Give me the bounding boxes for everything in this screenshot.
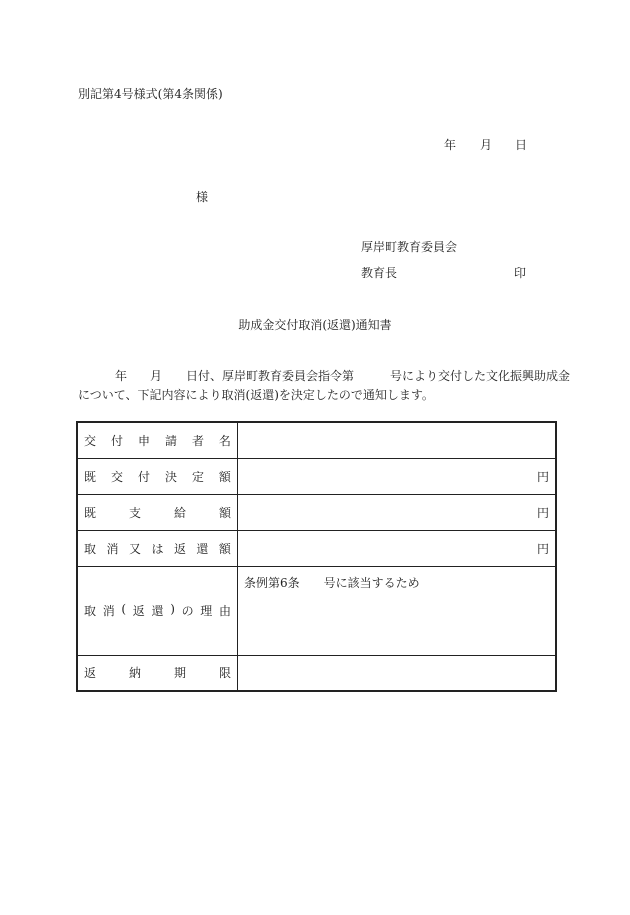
seal-mark: 印 [514,266,527,280]
row-label [77,458,238,494]
form-number: 別記第4号様式(第4条関係) [78,87,223,101]
label-char: 由 [218,604,231,618]
refund-amount-cell: 円 [238,530,557,566]
applicant-name-cell [238,422,557,458]
label-char: 定 [191,469,204,484]
row-label [77,422,238,458]
label-char: 付 [110,433,123,448]
reason-cell [238,566,557,655]
label-char: 申 [137,433,150,448]
label-char: 納 [128,666,141,681]
label-char: 額 [218,505,231,520]
issuer-organization: 厚岸町教育委員会 [361,240,458,254]
body-year-label: 年 [115,369,128,383]
row-label [77,530,238,566]
table-row [77,530,556,566]
return-deadline-cell [238,655,557,691]
label-char: 還 [151,604,164,618]
label-char: 返 [132,604,145,618]
label-char: は [151,541,164,556]
label-char: ( [121,602,127,616]
table-row [77,422,556,458]
details-table [76,421,557,692]
label-char: 名 [218,433,231,448]
row-label-text [84,432,231,449]
issuer-title: 教育長 [361,266,398,280]
row-label-text [84,468,231,485]
row-label-text [84,504,231,521]
label-char: 交 [110,469,123,484]
label-char: 額 [218,469,231,484]
reason-prefix: 条例第6条 [244,575,300,590]
label-char: 限 [218,666,231,681]
label-char: 返 [173,541,186,556]
document-title: 助成金交付取消(返還)通知書 [238,318,392,332]
date-month-label: 月 [480,138,493,152]
body-line-2: について、下記内容により取消(返還)を決定したので通知します。 [78,388,434,402]
label-char: 期 [173,666,186,681]
row-label [77,566,238,655]
date-day-label: 日 [515,138,528,152]
label-char: ) [170,602,175,616]
label-char: 消 [102,604,115,618]
label-char: 返 [84,666,97,681]
label-char: 請 [164,433,177,448]
row-label-text [84,664,231,681]
body-dated-text: 日付、厚岸町教育委員会指令第 [186,369,355,383]
table-row [77,566,556,655]
label-char: 者 [191,433,204,448]
decided-amount-cell: 円 [238,458,557,494]
label-char: 決 [164,469,177,484]
table-row [77,458,556,494]
body-grant-text: 号により交付した文化振興助成金 [390,369,571,383]
label-char: 交 [84,433,97,448]
label-char: 取 [84,541,97,556]
addressee-honorific: 様 [196,190,209,204]
table-row [77,655,556,691]
reason-suffix: 号に該当するため [323,575,420,590]
body-month-label: 月 [150,369,163,383]
label-char: 還 [196,541,209,556]
row-label [77,655,238,691]
label-char: 付 [137,469,150,484]
row-label-text [84,540,231,557]
label-char: 支 [128,505,141,520]
label-char: 給 [173,505,186,520]
paid-amount-cell: 円 [238,494,557,530]
label-char: 消 [106,541,119,556]
date-year-label: 年 [444,138,457,152]
label-char: 額 [218,541,231,556]
label-char: 既 [84,505,97,520]
label-char: 既 [84,469,97,484]
label-char: 又 [128,541,141,556]
label-char: 取 [84,604,97,618]
label-char: 理 [200,604,213,618]
table-row [77,494,556,530]
row-label [77,494,238,530]
label-char: の [181,604,194,618]
row-label-text [84,602,231,619]
